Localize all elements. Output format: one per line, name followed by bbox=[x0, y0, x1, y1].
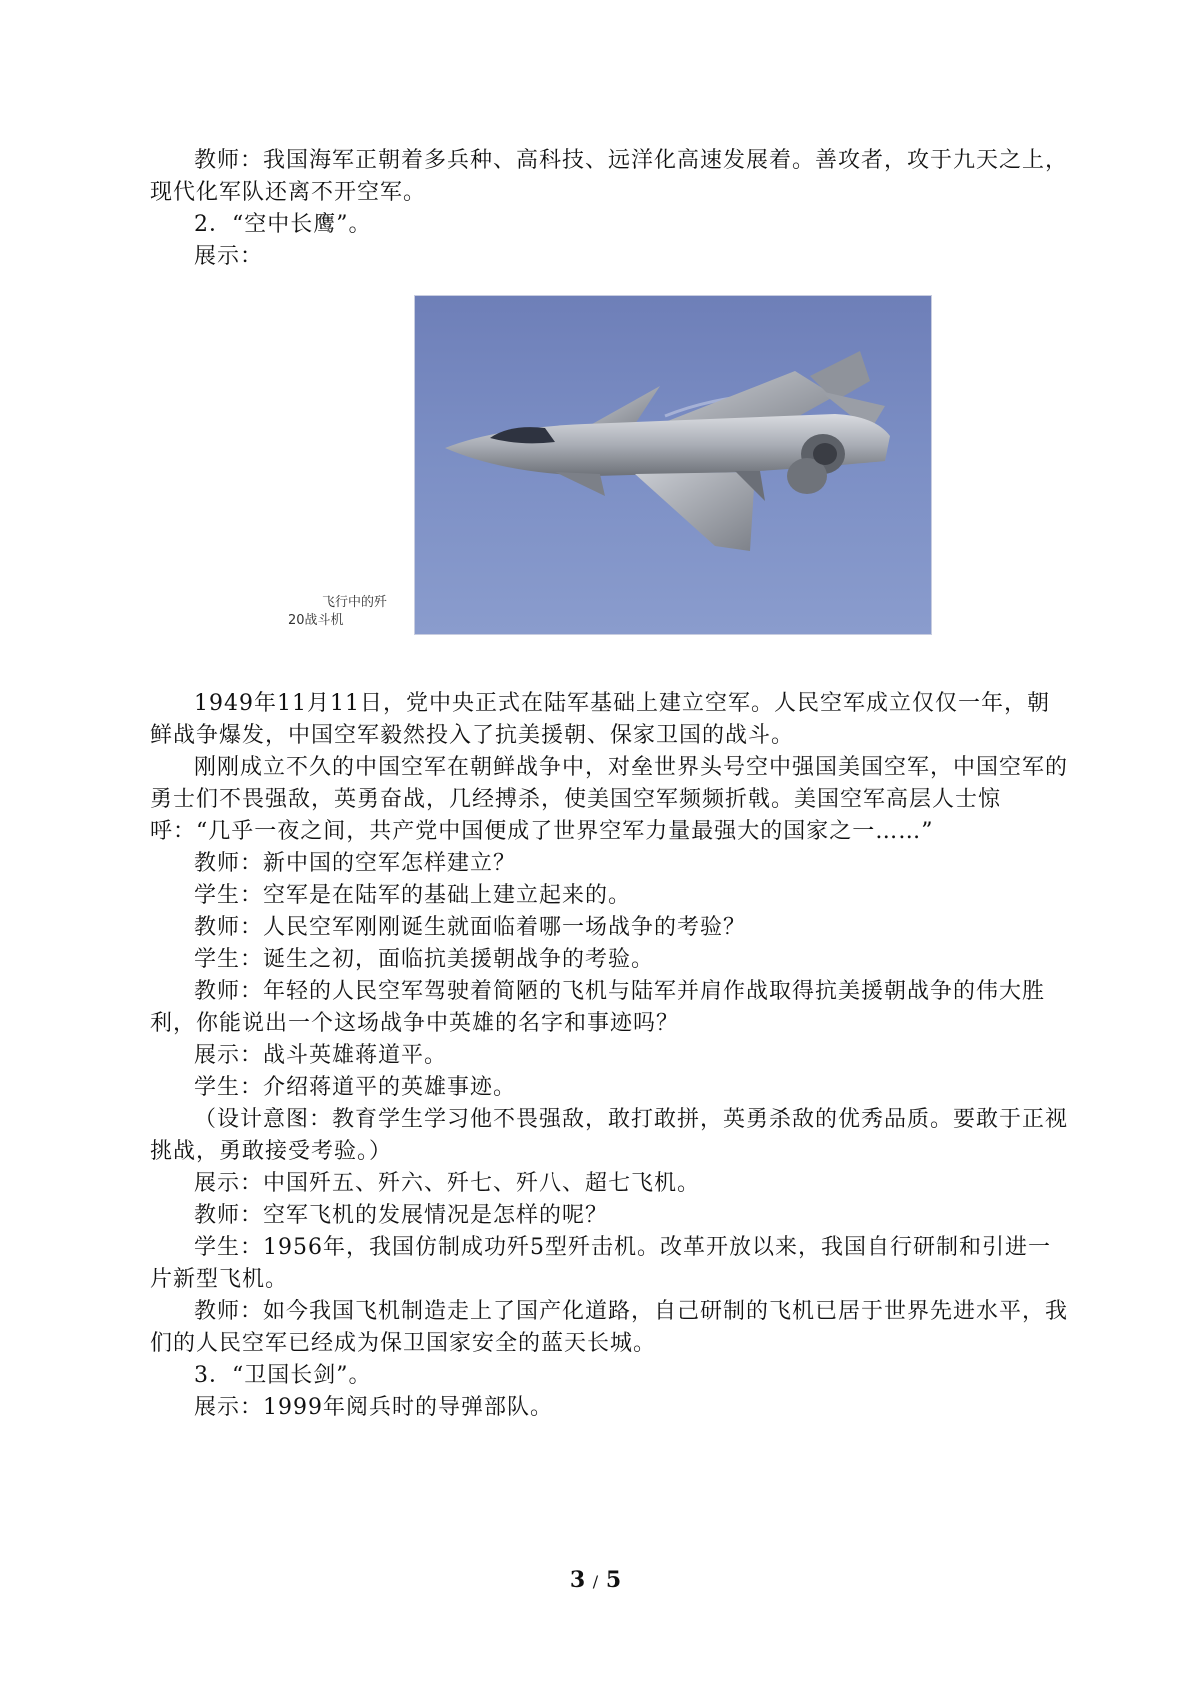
dialogue-line: 教师：如今我国飞机制造走上了国产化道路，自己研制的飞机已居于世界先进水平，我们的人民空军已经成为保卫国家安全的蓝天长城。 bbox=[150, 1299, 1069, 1356]
section-heading: 2．“空中长鹰”。 bbox=[194, 212, 372, 237]
dialogue-line: 学生：1956年，我国仿制成功歼5型歼击机。改革开放以来，我国自行研制和引进一片新型飞机。 bbox=[150, 1235, 1051, 1292]
text-block-bottom bbox=[150, 688, 1070, 1424]
page-number bbox=[0, 1567, 1191, 1593]
dialogue-line: 展示：战斗英雄蒋道平。 bbox=[194, 1043, 448, 1068]
caption-line: 飞行中的歼 bbox=[322, 595, 388, 610]
dialogue-line: 展示：中国歼五、歼六、歼七、歼八、超七飞机。 bbox=[194, 1171, 701, 1196]
paragraph: 1949年11月11日，党中央正式在陆军基础上建立空军。人民空军成立仅仅一年，朝鲜战争爆发，中国空军毅然投入了抗美援朝、保家卫国的战斗。 bbox=[150, 691, 1050, 748]
j20-fighter-photo bbox=[414, 295, 932, 635]
page-current: 3 bbox=[569, 1567, 586, 1593]
fighter-jet-illustration bbox=[415, 296, 931, 634]
dialogue-line: 展示：1999年阅兵时的导弹部队。 bbox=[194, 1395, 553, 1420]
paragraph: 教师：我国海军正朝着多兵种、高科技、远洋化高速发展着。善攻者，攻于九天之上，现代化军队还离不开空军。 bbox=[150, 148, 1069, 205]
text-block-top bbox=[150, 145, 1070, 273]
page-total: 5 bbox=[605, 1567, 622, 1593]
dialogue-line: 教师：空军飞机的发展情况是怎样的呢？ bbox=[194, 1203, 609, 1228]
design-intent-note: （设计意图：教育学生学习他不畏强敌，敢打敢拼，英勇杀敌的优秀品质。要敢于正视挑战，勇敢接受考验。） bbox=[150, 1107, 1069, 1164]
dialogue-line: 教师：新中国的空军怎样建立？ bbox=[194, 851, 517, 876]
dialogue-line: 教师：年轻的人民空军驾驶着简陋的飞机与陆军并肩作战取得抗美援朝战争的伟大胜利，你能说出一个这场战争中英雄的名字和事迹吗？ bbox=[150, 979, 1046, 1036]
figure-caption bbox=[288, 594, 387, 630]
caption-line: 20战斗机 bbox=[288, 613, 344, 628]
dialogue-line: 学生：空军是在陆军的基础上建立起来的。 bbox=[194, 883, 632, 908]
paragraph: 展示： bbox=[194, 244, 264, 269]
dialogue-line: 教师：人民空军刚刚诞生就面临着哪一场战争的考验？ bbox=[194, 915, 747, 940]
paragraph: 刚刚成立不久的中国空军在朝鲜战争中，对垒世界头号空中强国美国空军，中国空军的勇士们不畏强敌，英勇奋战，几经搏杀，使美国空军频频折戟。美国空军高层人士惊呼：“几乎一夜之间，共产党中国便成了世界空军力量最强大的国家之一……” bbox=[150, 755, 1069, 844]
page-separator: / bbox=[592, 1572, 599, 1591]
dialogue-line: 学生：诞生之初，面临抗美援朝战争的考验。 bbox=[194, 947, 655, 972]
dialogue-line: 学生：介绍蒋道平的英雄事迹。 bbox=[194, 1075, 517, 1100]
section-heading: 3．“卫国长剑”。 bbox=[194, 1363, 372, 1388]
